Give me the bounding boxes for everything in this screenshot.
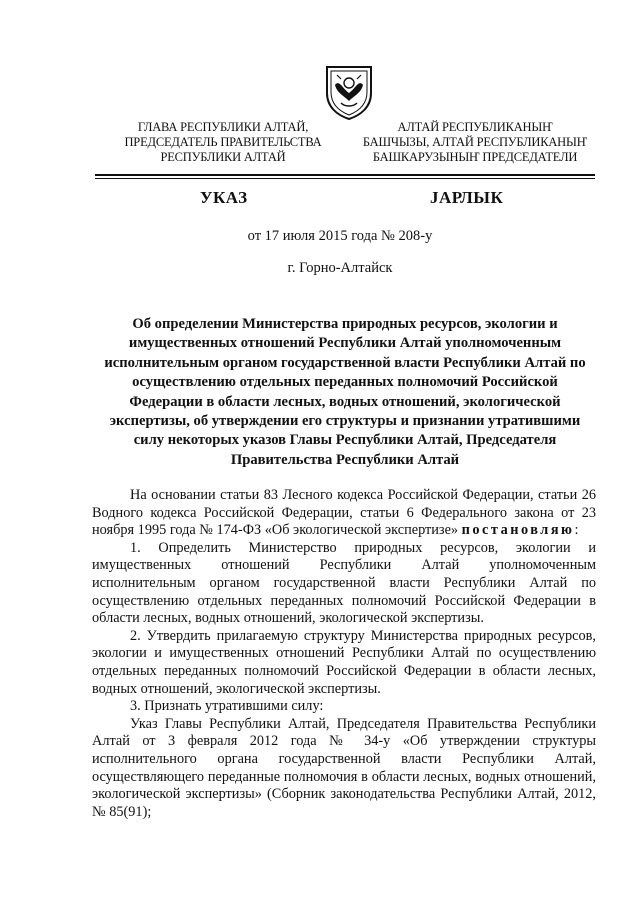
header-left-line: ПРЕДСЕДАТЕЛЬ ПРАВИТЕЛЬСТВА bbox=[124, 135, 322, 149]
body-item: 2. Утвердить прилагаемую структуру Министерства природных ресурсов, экологии и имущественных отношений Республики Алтай по осуществлению отдельных переданных полномочий Российской Федерации в области лесных, водных отношений, экологической экспертизы. bbox=[92, 627, 596, 697]
doc-city: г. Горно-Алтайск bbox=[287, 260, 393, 276]
header-right-line: АЛТАЙ РЕСПУБЛИКАНЫҤ bbox=[397, 120, 553, 134]
preamble-text: На основании статьи 83 Лесного кодекса Российской Федерации, статьи 26 Водного кодекса Российской Федерации, статьи 6 Федерального закона от 23 ноября 1995 года № 174-ФЗ «Об экологической экспертизе» bbox=[92, 487, 596, 539]
header-left-block bbox=[118, 120, 328, 165]
preamble-paragraph bbox=[92, 487, 596, 540]
doc-type-alt: JАРЛЫК bbox=[430, 188, 504, 207]
coat-of-arms-icon bbox=[323, 63, 375, 121]
header-divider bbox=[95, 174, 595, 176]
header-right-line: БАШЧЫЗЫ, АЛТАЙ РЕСПУБЛИКАНЫҤ bbox=[362, 135, 588, 149]
header-divider-thin bbox=[95, 178, 595, 179]
doc-date: от 17 июля 2015 года № 208-у bbox=[247, 228, 433, 244]
doc-type-ru: УКАЗ bbox=[200, 188, 248, 207]
body-item: Указ Главы Республики Алтай, Председателя Правительства Республики Алтай от 3 февраля 2012 года № 34-у «Об утверждении структуры исполнительного органа государственной власти Республики Алтай, осуществляющего переданные полномочия в области лесных, водных отношений, экологической экспертизы» (Сборник законодательства Республики Алтай, 2012, № 85(91); bbox=[92, 715, 596, 820]
doc-body bbox=[92, 487, 596, 821]
decree-word: постановляю bbox=[461, 522, 575, 539]
header-left-line: ГЛАВА РЕСПУБЛИКИ АЛТАЙ, bbox=[137, 120, 309, 134]
body-item: 3. Признать утратившими силу: bbox=[130, 698, 324, 715]
doc-title: Об определении Министерства природных ресурсов, экологии и имущественных отношений Республики Алтай уполномоченным исполнительным органом государственной власти Республики Алтай по осуществлению отдельных переданных полномочий Российской Федерации в области лесных, водных отношений, экологической экспертизы, об утверждении его структуры и признании утратившими силу некоторых указов Главы Республики Алтай, Председателя Правительства Республики Алтай bbox=[104, 316, 586, 468]
header-right-block bbox=[355, 120, 595, 165]
body-item: 1. Определить Министерство природных ресурсов, экологии и имущественных отношений Республики Алтай уполномоченным исполнительным органом государственной власти Республики Алтай по осуществлению отдельных переданных полномочий Российской Федерации в области лесных, водных отношений, экологической экспертизы. bbox=[92, 539, 596, 627]
header-right-line: БАШКАРУЗЫНЫҤ ПРЕДСЕДАТЕЛИ bbox=[372, 150, 578, 164]
header-left-line: РЕСПУБЛИКИ АЛТАЙ bbox=[160, 150, 286, 164]
decree-colon: : bbox=[574, 522, 579, 539]
